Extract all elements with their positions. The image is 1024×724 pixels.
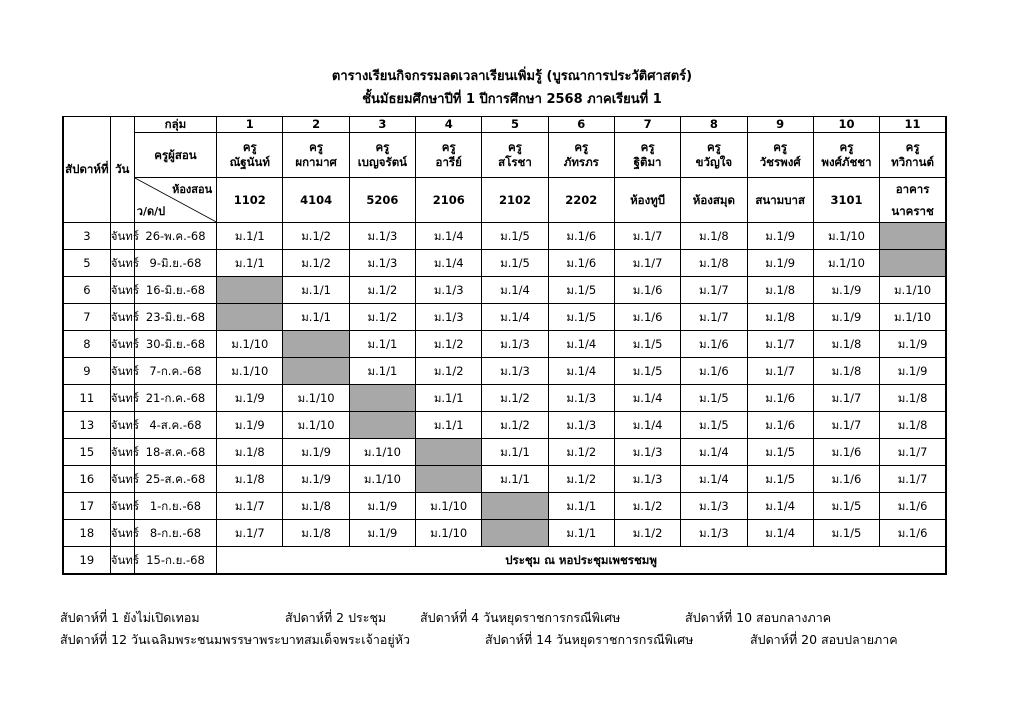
empty-cell <box>217 304 283 331</box>
teacher-header: ครูผู้สอน <box>134 133 216 178</box>
class-cell: ม.1/2 <box>482 412 548 439</box>
day-header: วัน <box>110 117 134 223</box>
day-cell: จันทร์ <box>110 304 134 331</box>
teacher-name <box>548 133 614 178</box>
class-cell: ม.1/7 <box>880 439 946 466</box>
class-cell: ม.1/1 <box>283 277 349 304</box>
table-row <box>63 412 946 439</box>
teacher-prefix: ครู <box>309 140 324 154</box>
date-cell: 4-ส.ค.-68 <box>134 412 216 439</box>
class-cell: ม.1/7 <box>614 223 680 250</box>
class-cell: ม.1/8 <box>747 277 813 304</box>
class-cell: ม.1/9 <box>813 304 879 331</box>
class-cell: ม.1/3 <box>416 277 482 304</box>
class-cell: ม.1/9 <box>880 358 946 385</box>
room-name: 2102 <box>482 178 548 223</box>
table-row <box>63 223 946 250</box>
teacher-name-text: ทวิกานต์ <box>891 155 934 169</box>
class-cell: ม.1/3 <box>416 304 482 331</box>
table-row <box>63 466 946 493</box>
class-cell: ม.1/2 <box>482 385 548 412</box>
header-row-rooms <box>63 178 946 223</box>
document-subtitle: ชั้นมัธยมศึกษาปีที่ 1 ปีการศึกษา 2568 ภาคเรียนที่ 1 <box>362 92 662 107</box>
empty-cell <box>349 412 415 439</box>
week-cell: 17 <box>63 493 110 520</box>
class-cell: ม.1/8 <box>880 412 946 439</box>
class-cell: ม.1/4 <box>548 331 614 358</box>
class-cell: ม.1/7 <box>217 520 283 547</box>
week-cell: 11 <box>63 385 110 412</box>
week-cell: 3 <box>63 223 110 250</box>
class-cell: ม.1/8 <box>217 466 283 493</box>
class-cell: ม.1/8 <box>283 493 349 520</box>
room-date-header <box>134 178 216 223</box>
class-cell: ม.1/5 <box>813 520 879 547</box>
footer-note: สัปดาห์ที่ 1 ยังไม่เปิดเทอม <box>60 610 200 625</box>
date-cell: 25-ส.ค.-68 <box>134 466 216 493</box>
date-cell: 30-มิ.ย.-68 <box>134 331 216 358</box>
class-cell: ม.1/4 <box>548 358 614 385</box>
teacher-name <box>416 133 482 178</box>
class-cell: ม.1/1 <box>482 466 548 493</box>
class-cell: ม.1/6 <box>813 439 879 466</box>
class-cell: ม.1/8 <box>747 304 813 331</box>
class-cell: ม.1/10 <box>880 304 946 331</box>
class-cell: ม.1/4 <box>482 277 548 304</box>
footer-note: สัปดาห์ที่ 10 สอบกลางภาค <box>685 610 832 625</box>
class-cell: ม.1/6 <box>880 520 946 547</box>
day-cell: จันทร์ <box>110 385 134 412</box>
class-cell: ม.1/1 <box>217 223 283 250</box>
class-cell: ม.1/4 <box>747 493 813 520</box>
class-cell: ม.1/5 <box>747 439 813 466</box>
teacher-name <box>747 133 813 178</box>
class-cell: ม.1/1 <box>482 439 548 466</box>
teacher-name <box>614 133 680 178</box>
class-cell: ม.1/7 <box>681 277 747 304</box>
teacher-prefix: ครู <box>375 140 390 154</box>
day-cell: จันทร์ <box>110 331 134 358</box>
class-cell: ม.1/6 <box>747 385 813 412</box>
class-cell: ม.1/9 <box>283 466 349 493</box>
group-number: 5 <box>482 117 548 133</box>
group-number: 8 <box>681 117 747 133</box>
class-cell: ม.1/8 <box>880 385 946 412</box>
class-cell: ม.1/10 <box>416 493 482 520</box>
class-cell: ม.1/4 <box>614 385 680 412</box>
class-cell: ม.1/6 <box>681 331 747 358</box>
teacher-name <box>482 133 548 178</box>
class-cell: ม.1/2 <box>416 358 482 385</box>
class-cell: ม.1/10 <box>283 385 349 412</box>
group-number: 2 <box>283 117 349 133</box>
class-cell: ม.1/10 <box>416 520 482 547</box>
class-cell: ม.1/5 <box>614 358 680 385</box>
class-cell: ม.1/8 <box>813 331 879 358</box>
class-cell: ม.1/9 <box>349 520 415 547</box>
class-cell: ม.1/4 <box>681 466 747 493</box>
table-row <box>63 493 946 520</box>
class-cell: ม.1/6 <box>681 358 747 385</box>
class-cell: ม.1/1 <box>548 493 614 520</box>
class-cell: ม.1/6 <box>548 223 614 250</box>
table-row <box>63 277 946 304</box>
class-cell: ม.1/5 <box>681 385 747 412</box>
week-cell: 8 <box>63 331 110 358</box>
room-name: 2202 <box>548 178 614 223</box>
class-cell: ม.1/8 <box>217 439 283 466</box>
class-cell: ม.1/6 <box>813 466 879 493</box>
table-row <box>63 358 946 385</box>
room-name: 2106 <box>416 178 482 223</box>
class-cell: ม.1/9 <box>217 412 283 439</box>
teacher-name-text: สโรชา <box>498 155 532 169</box>
class-cell: ม.1/7 <box>813 412 879 439</box>
class-cell: ม.1/6 <box>747 412 813 439</box>
day-cell: จันทร์ <box>110 466 134 493</box>
class-cell: ม.1/1 <box>349 358 415 385</box>
class-cell: ม.1/1 <box>283 304 349 331</box>
empty-cell <box>283 358 349 385</box>
room-name: ห้องทูบี <box>614 178 680 223</box>
date-cell: 7-ก.ค.-68 <box>134 358 216 385</box>
class-cell: ม.1/1 <box>416 412 482 439</box>
group-number: 7 <box>614 117 680 133</box>
class-cell: ม.1/2 <box>548 439 614 466</box>
class-cell: ม.1/3 <box>482 358 548 385</box>
teacher-prefix: ครู <box>508 140 522 154</box>
class-cell: ม.1/3 <box>681 520 747 547</box>
document-title: ตารางเรียนกิจกรรมลดเวลาเรียนเพิ่มรู้ (บูรณาการประวัติศาสตร์) <box>331 69 693 84</box>
day-cell: จันทร์ <box>110 439 134 466</box>
class-cell: ม.1/5 <box>548 277 614 304</box>
week-cell: 7 <box>63 304 110 331</box>
class-cell: ม.1/3 <box>349 250 415 277</box>
class-cell: ม.1/9 <box>747 250 813 277</box>
week-cell: 6 <box>63 277 110 304</box>
room-name: สนามบาส <box>747 178 813 223</box>
empty-cell <box>416 466 482 493</box>
class-cell: ม.1/1 <box>349 331 415 358</box>
group-number: 1 <box>217 117 283 133</box>
day-cell: จันทร์ <box>110 250 134 277</box>
schedule-table <box>62 116 947 575</box>
footer-note: สัปดาห์ที่ 20 สอบปลายภาค <box>750 632 898 647</box>
week-cell: 9 <box>63 358 110 385</box>
class-cell: ม.1/7 <box>681 304 747 331</box>
date-cell: 26-พ.ค.-68 <box>134 223 216 250</box>
footer-note: สัปดาห์ที่ 4 วันหยุดราชการกรณีพิเศษ <box>420 610 621 625</box>
day-cell: จันทร์ <box>110 520 134 547</box>
group-number: 6 <box>548 117 614 133</box>
room-name: 5206 <box>349 178 415 223</box>
table-row <box>63 520 946 547</box>
teacher-name-text: ภัทรภร <box>563 155 599 169</box>
empty-cell <box>482 493 548 520</box>
group-number: 4 <box>416 117 482 133</box>
class-cell: ม.1/10 <box>217 331 283 358</box>
teacher-name-text: วัชรพงศ์ <box>759 155 801 169</box>
table-row <box>63 385 946 412</box>
teacher-name-text: ขวัญใจ <box>695 155 733 169</box>
class-cell: ม.1/8 <box>813 358 879 385</box>
class-cell: ม.1/5 <box>482 223 548 250</box>
footer-note: สัปดาห์ที่ 14 วันหยุดราชการกรณีพิเศษ <box>485 632 694 647</box>
class-cell: ม.1/2 <box>283 223 349 250</box>
room-name: 1102 <box>217 178 283 223</box>
day-cell: จันทร์ <box>110 277 134 304</box>
empty-cell <box>416 439 482 466</box>
class-cell: ม.1/10 <box>283 412 349 439</box>
week-cell: 5 <box>63 250 110 277</box>
class-cell: ม.1/10 <box>349 466 415 493</box>
class-cell: ม.1/7 <box>747 358 813 385</box>
teacher-name-text: ณัฐนันท์ <box>229 155 270 169</box>
teacher-name <box>283 133 349 178</box>
class-cell: ม.1/3 <box>548 385 614 412</box>
header-row-teachers <box>63 133 946 178</box>
class-cell: ม.1/5 <box>482 250 548 277</box>
class-cell: ม.1/2 <box>283 250 349 277</box>
class-cell: ม.1/4 <box>416 250 482 277</box>
class-cell: ม.1/10 <box>813 223 879 250</box>
room-label: ห้องสอน <box>172 183 213 196</box>
class-cell: ม.1/8 <box>283 520 349 547</box>
table-row <box>63 331 946 358</box>
class-cell: ม.1/4 <box>747 520 813 547</box>
teacher-name-text: อารีย์ <box>435 155 462 169</box>
table-row <box>63 439 946 466</box>
footer-note: สัปดาห์ที่ 12 วันเฉลิมพระชนมพรรษาพระบาทสมเด็จพระเจ้าอยู่หัว <box>60 632 410 647</box>
teacher-name-text: ผกามาศ <box>295 155 337 169</box>
meeting-row <box>63 547 946 575</box>
class-cell: ม.1/8 <box>681 250 747 277</box>
class-cell: ม.1/5 <box>747 466 813 493</box>
group-number: 3 <box>349 117 415 133</box>
teacher-prefix: ครู <box>640 140 655 154</box>
class-cell: ม.1/7 <box>217 493 283 520</box>
class-cell: ม.1/5 <box>548 304 614 331</box>
week-cell: 18 <box>63 520 110 547</box>
class-cell: ม.1/10 <box>217 358 283 385</box>
class-cell: ม.1/4 <box>614 412 680 439</box>
date-cell: 21-ก.ค.-68 <box>134 385 216 412</box>
class-cell: ม.1/2 <box>548 466 614 493</box>
week-header <box>63 117 110 223</box>
class-cell: ม.1/2 <box>349 277 415 304</box>
empty-cell <box>217 277 283 304</box>
class-cell: ม.1/2 <box>614 520 680 547</box>
class-cell: ม.1/8 <box>681 223 747 250</box>
class-cell: ม.1/1 <box>416 385 482 412</box>
empty-cell <box>349 385 415 412</box>
teacher-prefix: ครู <box>905 140 920 154</box>
class-cell: ม.1/4 <box>416 223 482 250</box>
empty-cell <box>880 250 946 277</box>
class-cell: ม.1/1 <box>217 250 283 277</box>
header-row-groups <box>63 117 946 133</box>
class-cell: ม.1/6 <box>880 493 946 520</box>
teacher-name <box>880 133 946 178</box>
group-number: 11 <box>880 117 946 133</box>
teacher-name-text: พงศ์ภัชชา <box>821 155 872 169</box>
class-cell: ม.1/7 <box>813 385 879 412</box>
meeting-cell: ประชุม ณ หอประชุมเพชรชมพู <box>217 547 946 575</box>
class-cell: ม.1/9 <box>349 493 415 520</box>
week-label: สัปดาห์ที่ <box>65 162 109 176</box>
class-cell: ม.1/9 <box>283 439 349 466</box>
teacher-name-text: ฐิติมา <box>633 155 662 169</box>
empty-cell <box>482 520 548 547</box>
date-cell: 9-มิ.ย.-68 <box>134 250 216 277</box>
class-cell: ม.1/2 <box>614 493 680 520</box>
class-cell: ม.1/5 <box>813 493 879 520</box>
teacher-name <box>813 133 879 178</box>
teacher-prefix: ครู <box>242 140 257 154</box>
week-cell: 15 <box>63 439 110 466</box>
date-cell: 18-ส.ค.-68 <box>134 439 216 466</box>
teacher-name <box>349 133 415 178</box>
room-name: 4104 <box>283 178 349 223</box>
class-cell: ม.1/5 <box>614 331 680 358</box>
class-cell: ม.1/1 <box>548 520 614 547</box>
teacher-name-text: เบญจรัตน์ <box>357 155 408 169</box>
date-cell: 15-ก.ย.-68 <box>134 547 216 575</box>
table-row <box>63 250 946 277</box>
class-cell: ม.1/9 <box>813 277 879 304</box>
class-cell: ม.1/3 <box>681 493 747 520</box>
teacher-name <box>217 133 283 178</box>
date-cell: 23-มิ.ย.-68 <box>134 304 216 331</box>
week-cell: 16 <box>63 466 110 493</box>
empty-cell <box>880 223 946 250</box>
class-cell: ม.1/7 <box>880 466 946 493</box>
class-cell: ม.1/10 <box>813 250 879 277</box>
class-cell: ม.1/6 <box>614 304 680 331</box>
class-cell: ม.1/3 <box>349 223 415 250</box>
date-cell: 8-ก.ย.-68 <box>134 520 216 547</box>
group-number: 9 <box>747 117 813 133</box>
date-cell: 1-ก.ย.-68 <box>134 493 216 520</box>
class-cell: ม.1/3 <box>614 439 680 466</box>
day-cell: จันทร์ <box>110 358 134 385</box>
week-cell: 19 <box>63 547 110 575</box>
class-cell: ม.1/2 <box>416 331 482 358</box>
class-cell: ม.1/3 <box>548 412 614 439</box>
class-cell: ม.1/3 <box>614 466 680 493</box>
day-cell: จันทร์ <box>110 412 134 439</box>
day-cell: จันทร์ <box>110 493 134 520</box>
class-cell: ม.1/5 <box>681 412 747 439</box>
class-cell: ม.1/3 <box>482 331 548 358</box>
group-number: 10 <box>813 117 879 133</box>
teacher-prefix: ครู <box>441 140 456 154</box>
room-name: อาคาร นาคราช <box>880 178 946 223</box>
date-label: ว/ด/ป <box>136 205 166 218</box>
day-cell: จันทร์ <box>110 547 134 575</box>
class-cell: ม.1/9 <box>880 331 946 358</box>
table-row <box>63 304 946 331</box>
teacher-name <box>681 133 747 178</box>
date-cell: 16-มิ.ย.-68 <box>134 277 216 304</box>
empty-cell <box>283 331 349 358</box>
teacher-prefix: ครู <box>839 140 854 154</box>
week-cell: 13 <box>63 412 110 439</box>
room-name: ห้องสมุด <box>681 178 747 223</box>
teacher-prefix: ครู <box>574 140 589 154</box>
class-cell: ม.1/9 <box>217 385 283 412</box>
class-cell: ม.1/4 <box>681 439 747 466</box>
class-cell: ม.1/9 <box>747 223 813 250</box>
class-cell: ม.1/10 <box>349 439 415 466</box>
footer-note: สัปดาห์ที่ 2 ประชุม <box>285 610 387 625</box>
teacher-prefix: ครู <box>773 140 788 154</box>
room-name: 3101 <box>813 178 879 223</box>
group-header: กลุ่ม <box>134 117 216 133</box>
class-cell: ม.1/2 <box>349 304 415 331</box>
class-cell: ม.1/6 <box>548 250 614 277</box>
class-cell: ม.1/6 <box>614 277 680 304</box>
class-cell: ม.1/7 <box>747 331 813 358</box>
class-cell: ม.1/10 <box>880 277 946 304</box>
day-cell: จันทร์ <box>110 223 134 250</box>
class-cell: ม.1/4 <box>482 304 548 331</box>
teacher-prefix: ครู <box>706 140 721 154</box>
class-cell: ม.1/7 <box>614 250 680 277</box>
